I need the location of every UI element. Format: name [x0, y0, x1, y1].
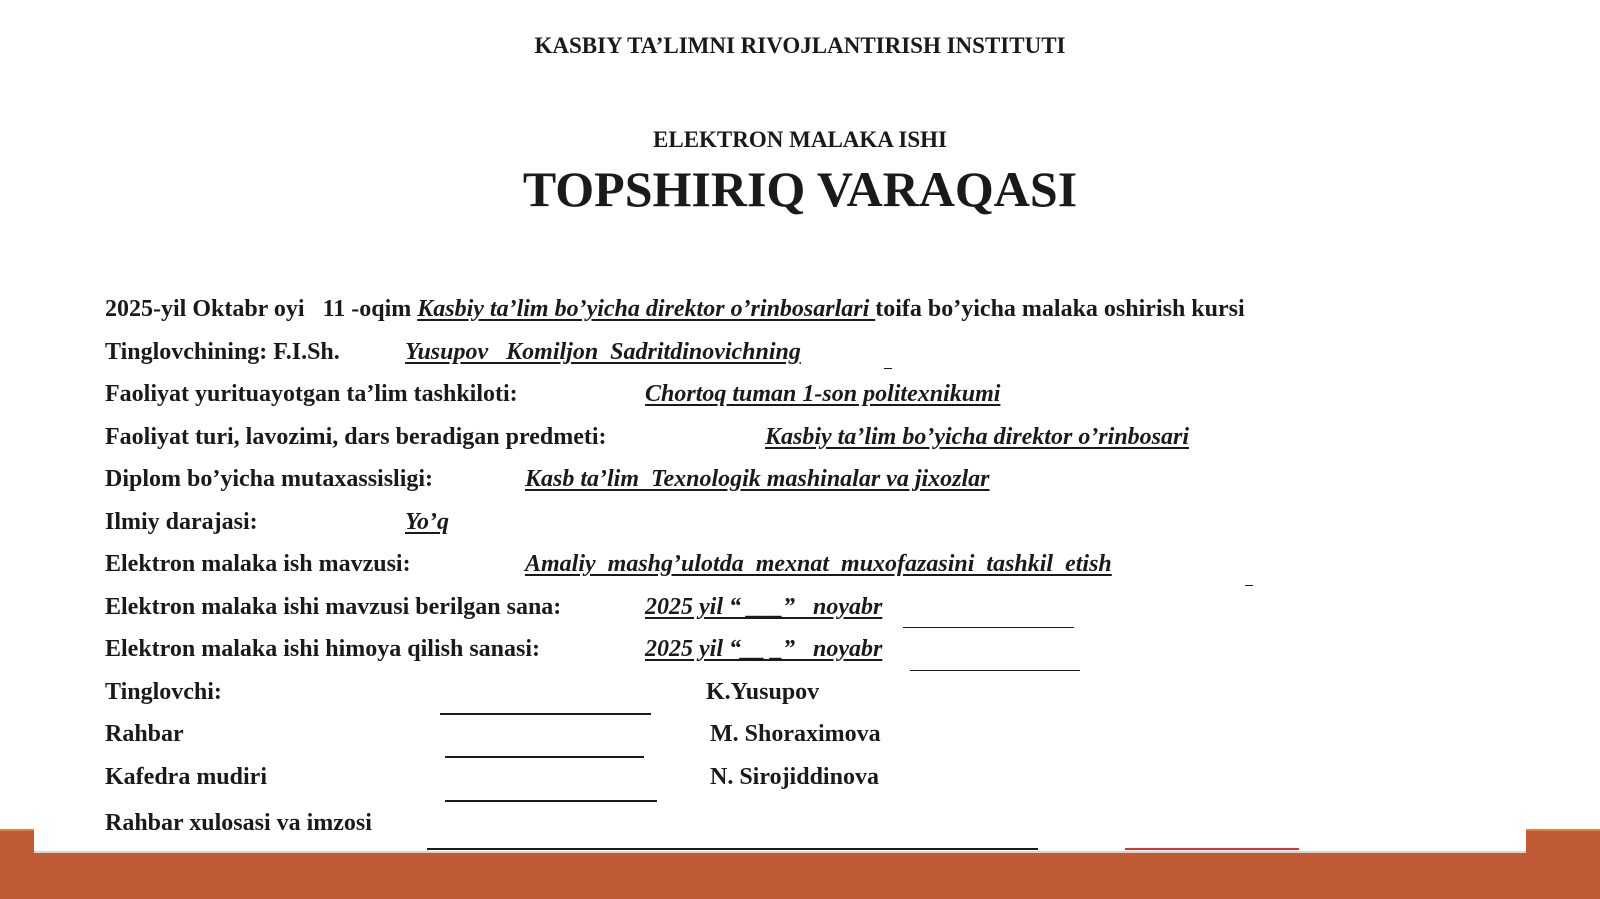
given-date-label: Elektron malaka ishi mavzusi berilgan sana:	[105, 594, 562, 620]
footer-left-tab	[0, 831, 34, 855]
institute-name: KASBIY TA’LIMNI RIVOJLANTIRISH INSTITUTI	[534, 33, 1066, 58]
listener-trailing-line	[884, 368, 892, 369]
head-signature-line	[445, 800, 657, 802]
document-title: TOPSHIRIQ VARAQASI	[522, 161, 1078, 217]
topic-label: Elektron malaka ish mavzusi:	[105, 551, 411, 577]
defense-date-blank-line	[910, 670, 1080, 671]
diploma-value: Kasb ta’lim Texnologik mashinalar va jixozlar	[525, 466, 990, 492]
course-prefix: 2025-yil Oktabr oyi 11 -oqim	[105, 296, 412, 322]
given-date-blank-line	[903, 627, 1074, 628]
organization-label: Faoliyat yurituayotgan ta’lim tashkiloti:	[105, 381, 518, 407]
conclusion-signature-line	[427, 848, 1038, 850]
course-row	[105, 296, 1245, 323]
document-subtitle: ELEKTRON MALAKA ISHI	[653, 127, 947, 152]
listener-value: Yusupov Komiljon Sadritdinovichning	[405, 339, 801, 365]
listener-signature-name: K.Yusupov	[706, 679, 820, 705]
course-value: Kasbiy ta’lim bo’yicha direktor o’rinbosarlari	[417, 296, 876, 322]
footer-band	[0, 853, 1600, 899]
head-signature-label: Kafedra mudiri	[105, 764, 267, 790]
head-signature-name: N. Sirojiddinova	[710, 764, 879, 790]
supervisor-signature-label: Rahbar	[105, 721, 184, 747]
topic-value: Amaliy mashg’ulotda mexnat muxofazasini tashkil etish	[525, 551, 1112, 577]
topic-trailing-line	[1245, 585, 1253, 586]
footer-right-tab	[1526, 831, 1600, 855]
listener-signature-line	[440, 713, 651, 715]
conclusion-label: Rahbar xulosasi va imzosi	[105, 810, 372, 836]
supervisor-signature-name: M. Shoraximova	[710, 721, 881, 747]
listener-signature-label: Tinglovchi:	[105, 679, 222, 705]
course-suffix: toifa bo’yicha malaka oshirish kursi	[875, 296, 1245, 322]
position-label: Faoliyat turi, lavozimi, dars beradigan predmeti:	[105, 424, 607, 450]
organization-value: Chortoq tuman 1-son politexnikumi	[645, 381, 1001, 407]
degree-label: Ilmiy darajasi:	[105, 509, 258, 535]
listener-label: Tinglovchining: F.I.Sh.	[105, 339, 340, 365]
red-signature-line	[1125, 848, 1299, 850]
degree-value: Yo’q	[405, 509, 449, 535]
supervisor-signature-line	[445, 756, 644, 758]
defense-date-value: 2025 yil “__ _” noyabr	[645, 636, 883, 662]
defense-date-label: Elektron malaka ishi himoya qilish sanasi:	[105, 636, 540, 662]
position-value: Kasbiy ta’lim bo’yicha direktor o’rinbosari	[765, 424, 1190, 450]
given-date-value: 2025 yil “ ___” noyabr	[645, 594, 883, 620]
diploma-label: Diplom bo’yicha mutaxassisligi:	[105, 466, 434, 492]
